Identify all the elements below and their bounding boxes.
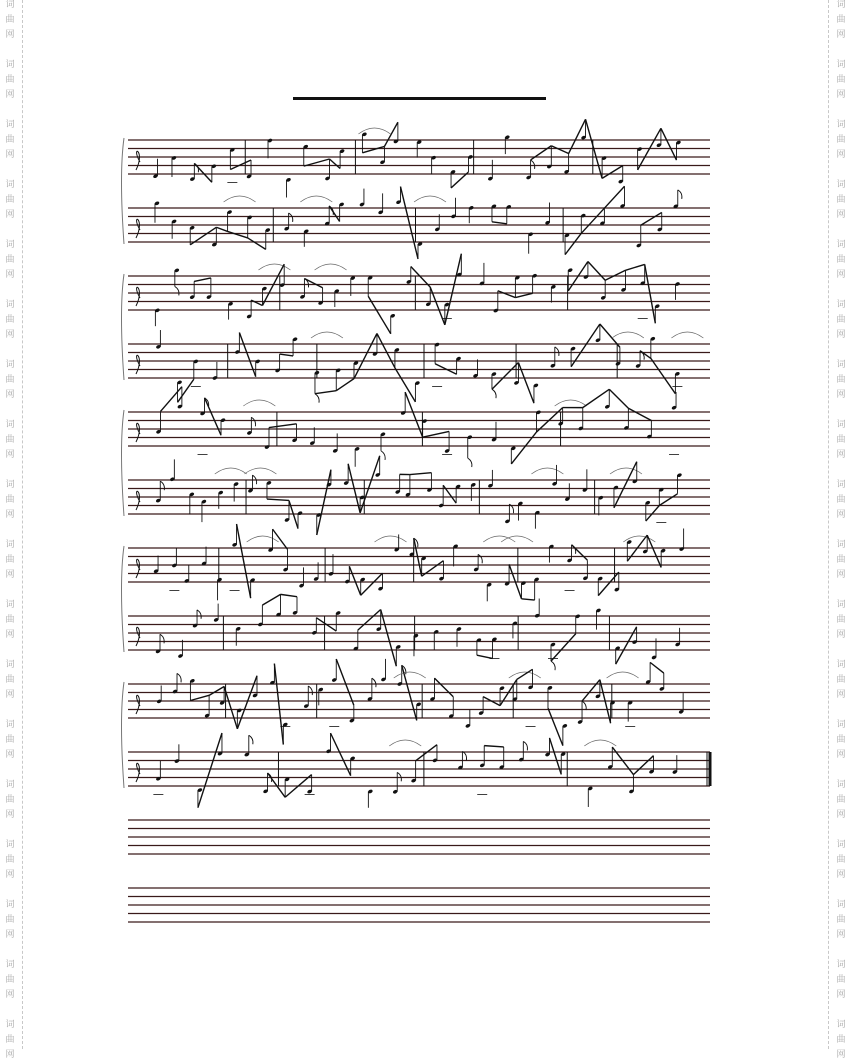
slur — [243, 400, 275, 406]
note-beam — [583, 389, 610, 407]
note-beam — [647, 535, 661, 567]
note-beam — [646, 505, 660, 521]
margin-watermark-char: 网 — [836, 988, 845, 1003]
margin-watermark-char: 曲 — [5, 253, 14, 268]
slur — [414, 196, 446, 202]
margin-watermark-char: 词 — [836, 0, 845, 13]
margin-watermark-char: 曲 — [836, 13, 845, 28]
margin-watermark-char: 曲 — [836, 793, 845, 808]
note-beam — [445, 254, 461, 325]
note-beam — [329, 159, 340, 169]
margin-watermark-char: 网 — [836, 688, 845, 703]
margin-watermark-char: 词 — [5, 658, 14, 673]
note-flag — [177, 673, 181, 682]
margin-watermark-char: 词 — [836, 898, 845, 913]
note-flag — [372, 678, 376, 687]
note-beam — [248, 238, 266, 249]
note-beam — [423, 431, 449, 437]
note-beam — [190, 695, 209, 700]
margin-watermark-char: 曲 — [836, 433, 845, 448]
margin-watermark-char: 网 — [5, 868, 14, 883]
margin-watermark-char: 网 — [5, 628, 14, 643]
margin-watermark-char: 网 — [836, 148, 845, 163]
margin-watermark-char: 曲 — [5, 913, 14, 928]
margin-watermark-char: 网 — [836, 448, 845, 463]
slur — [247, 536, 279, 542]
note-beam — [609, 389, 628, 408]
slur — [607, 672, 639, 678]
note-beam — [237, 524, 251, 598]
margin-watermark-char: 网 — [5, 808, 14, 823]
note-flag — [523, 741, 527, 750]
margin-watermark-char: 词 — [836, 778, 845, 793]
note-beam — [518, 363, 534, 404]
margin-watermark-char: 曲 — [5, 373, 14, 388]
margin-watermark-char: 词 — [5, 58, 14, 73]
margin-watermark-char: 网 — [836, 568, 845, 583]
note-flag — [678, 190, 682, 199]
note-beam — [336, 379, 354, 391]
note-flag — [551, 661, 555, 670]
clef-mark — [136, 355, 140, 374]
note-beam — [410, 473, 432, 475]
note-beam — [571, 324, 600, 367]
margin-watermark-char: 网 — [5, 508, 14, 523]
margin-watermark-char: 网 — [836, 28, 845, 43]
margin-watermark-char: 网 — [5, 148, 14, 163]
note-beam — [362, 146, 384, 152]
slur — [311, 332, 343, 338]
note-beam — [659, 494, 677, 506]
margin-watermark-char: 词 — [5, 718, 14, 733]
note-flag — [531, 160, 535, 169]
margin-watermark-char: 词 — [5, 358, 14, 373]
note-beam — [216, 227, 227, 231]
margin-watermark-char: 网 — [836, 1048, 845, 1063]
margin-watermark-char: 曲 — [836, 1033, 845, 1048]
note-beam — [625, 264, 644, 270]
margin-watermark-char: 曲 — [836, 493, 845, 508]
slur — [315, 264, 347, 270]
margin-watermark-char: 网 — [836, 808, 845, 823]
note-flag — [175, 286, 179, 295]
note-beam — [661, 128, 677, 160]
note-flag — [289, 213, 293, 222]
note-beam — [194, 163, 212, 182]
note-flag — [468, 458, 472, 467]
margin-watermark-char: 网 — [5, 688, 14, 703]
margin-watermark-char: 曲 — [5, 133, 14, 148]
note-beam — [651, 358, 676, 393]
clef-mark — [136, 491, 140, 510]
note-beam — [498, 291, 516, 298]
note-beam — [280, 354, 293, 356]
note-beam — [517, 669, 533, 679]
margin-watermark-char: 曲 — [836, 313, 845, 328]
note-beam — [650, 662, 664, 673]
margin-watermark-char: 网 — [5, 928, 14, 943]
margin-watermark-char: 词 — [5, 0, 14, 13]
note-flag — [462, 751, 466, 760]
note-flag — [555, 347, 559, 356]
slur — [555, 400, 587, 406]
note-flag — [315, 394, 319, 403]
margin-watermark-char: 词 — [5, 838, 14, 853]
margin-watermark-char: 词 — [836, 658, 845, 673]
margin-watermark-char: 词 — [836, 478, 845, 493]
note-beam — [274, 664, 283, 745]
slur — [300, 196, 332, 202]
margin-watermark-char: 曲 — [5, 193, 14, 208]
clef-mark — [136, 763, 140, 782]
note-beam — [198, 733, 222, 808]
margin-watermark-char: 词 — [836, 1018, 845, 1033]
note-beam — [551, 146, 568, 154]
slur — [394, 672, 426, 678]
margin-watermark-char: 词 — [5, 118, 14, 133]
margin-watermark-char: 词 — [836, 358, 845, 373]
slur — [531, 468, 563, 474]
clef-mark — [136, 559, 140, 578]
margin-watermark-char: 网 — [836, 508, 845, 523]
margin-watermark-char: 网 — [836, 628, 845, 643]
note-beam — [304, 278, 322, 287]
note-beam — [269, 424, 297, 428]
margin-watermark-char: 曲 — [836, 913, 845, 928]
slur — [389, 740, 421, 746]
margin-watermark-char: 网 — [836, 928, 845, 943]
clef-mark — [136, 695, 140, 714]
note-beam — [209, 686, 224, 695]
note-flag — [197, 610, 201, 619]
note-beam — [336, 659, 354, 705]
margin-watermark-char: 网 — [836, 268, 845, 283]
note-beam — [614, 462, 637, 508]
margin-watermark-char: 曲 — [836, 973, 845, 988]
margin-watermark-char: 曲 — [836, 733, 845, 748]
margin-watermark-char: 曲 — [5, 553, 14, 568]
note-beam — [572, 545, 588, 560]
margin-watermark-char: 词 — [5, 898, 14, 913]
margin-watermark-char: 词 — [836, 838, 845, 853]
note-beam — [360, 456, 380, 513]
note-beam — [262, 594, 280, 605]
clef-mark — [136, 627, 140, 646]
margin-watermark-char: 网 — [836, 88, 845, 103]
slur — [258, 264, 290, 270]
note-flag — [478, 554, 482, 563]
margin-watermark-char: 词 — [836, 298, 845, 313]
margin-watermark-char: 网 — [5, 88, 14, 103]
margin-watermark-char: 网 — [5, 28, 14, 43]
margin-watermark-char: 词 — [5, 418, 14, 433]
system-brace — [122, 138, 125, 244]
margin-watermark-char: 曲 — [5, 433, 14, 448]
note-beam — [602, 166, 623, 179]
system-brace — [122, 410, 125, 516]
margin-watermark-char: 词 — [5, 478, 14, 493]
clef-mark — [136, 287, 140, 306]
clef-mark — [136, 151, 140, 170]
margin-watermark-char: 词 — [5, 778, 14, 793]
note-beam — [477, 655, 493, 658]
margin-watermark-char: 曲 — [5, 673, 14, 688]
margin-watermark-char: 曲 — [5, 613, 14, 628]
margin-watermark-char: 曲 — [836, 253, 845, 268]
note-beam — [377, 333, 395, 367]
note-beam — [358, 610, 381, 631]
note-flag — [381, 451, 385, 460]
note-flag — [251, 417, 255, 426]
note-beam — [194, 278, 211, 282]
margin-watermark-char: 曲 — [5, 793, 14, 808]
note-beam — [641, 212, 662, 225]
note-beam — [281, 594, 297, 596]
margin-watermark-char: 曲 — [5, 1033, 14, 1048]
margin-watermark-char: 网 — [5, 988, 14, 1003]
margin-watermark-char: 词 — [836, 178, 845, 193]
margin-watermark-char: 曲 — [836, 553, 845, 568]
note-beam — [268, 773, 286, 797]
margin-watermark-char: 词 — [5, 178, 14, 193]
margin-watermark-char: 词 — [836, 538, 845, 553]
note-beam — [361, 573, 383, 595]
margin-watermark-char: 词 — [836, 238, 845, 253]
margin-watermark-char: 网 — [5, 748, 14, 763]
note-beam — [434, 678, 453, 697]
note-beam — [492, 363, 518, 390]
margin-watermark-char: 词 — [836, 118, 845, 133]
margin-watermark-char: 网 — [5, 1048, 14, 1063]
margin-watermark-char: 词 — [5, 1018, 14, 1033]
margin-watermark-char: 曲 — [5, 493, 14, 508]
margin-watermark-char: 曲 — [5, 733, 14, 748]
margin-watermark-char: 曲 — [836, 853, 845, 868]
margin-watermark-char: 网 — [5, 388, 14, 403]
note-beam — [484, 746, 503, 747]
margin-watermark-char: 曲 — [5, 973, 14, 988]
margin-watermark-char: 曲 — [836, 613, 845, 628]
note-beam — [315, 391, 336, 394]
margin-watermark-char: 网 — [5, 568, 14, 583]
note-beam — [267, 499, 289, 500]
system-brace — [122, 682, 125, 788]
note-beam — [588, 261, 605, 280]
margin-watermark-char: 词 — [5, 598, 14, 613]
note-beam — [349, 566, 360, 595]
margin-watermark-char: 曲 — [5, 13, 14, 28]
margin-watermark-char: 网 — [5, 208, 14, 223]
margin-watermark-char: 词 — [836, 958, 845, 973]
system-brace — [122, 546, 125, 652]
slur — [224, 196, 256, 202]
margin-watermark-char: 网 — [836, 748, 845, 763]
margin-watermark-char: 网 — [5, 328, 14, 343]
margin-watermark-char: 词 — [836, 598, 845, 613]
margin-watermark-char: 曲 — [5, 313, 14, 328]
margin-watermark-char: 曲 — [836, 193, 845, 208]
note-flag — [492, 389, 496, 398]
system-brace — [122, 274, 125, 380]
margin-watermark-char: 曲 — [5, 853, 14, 868]
note-beam — [645, 264, 656, 323]
margin-watermark-char: 曲 — [836, 673, 845, 688]
margin-watermark-char: 词 — [5, 538, 14, 553]
slur — [671, 332, 703, 338]
note-flag — [249, 735, 253, 744]
margin-watermark-char: 网 — [836, 208, 845, 223]
note-beam — [230, 160, 251, 169]
margin-watermark-char: 词 — [836, 718, 845, 733]
margin-watermark-char: 网 — [836, 328, 845, 343]
slur — [375, 536, 407, 542]
note-beam — [521, 599, 534, 600]
margin-watermark-char: 词 — [836, 418, 845, 433]
margin-watermark-char: 网 — [5, 268, 14, 283]
note-beam — [515, 293, 532, 297]
note-beam — [581, 208, 604, 233]
margin-watermark-char: 网 — [836, 388, 845, 403]
note-flag — [308, 686, 312, 695]
margin-watermark-char: 词 — [836, 58, 845, 73]
slur — [244, 468, 276, 474]
margin-watermark-char: 网 — [5, 448, 14, 463]
note-beam — [605, 270, 625, 280]
note-beam — [381, 610, 397, 667]
slur — [584, 740, 616, 746]
slur — [215, 468, 247, 474]
clef-mark — [136, 423, 140, 442]
note-beam — [598, 572, 619, 596]
margin-watermark-char: 词 — [5, 238, 14, 253]
clef-mark — [136, 219, 140, 238]
margin-watermark-char: 词 — [5, 958, 14, 973]
note-beam — [228, 231, 248, 237]
note-flag — [582, 701, 586, 710]
note-beam — [416, 745, 437, 761]
note-beam — [551, 634, 576, 661]
margin-watermark-char: 网 — [836, 868, 845, 883]
margin-watermark-char: 曲 — [836, 373, 845, 388]
note-beam — [628, 408, 651, 420]
note-beam — [492, 222, 507, 224]
margin-watermark-char: 词 — [5, 298, 14, 313]
margin-watermark-char: 曲 — [836, 73, 845, 88]
slur — [612, 332, 644, 338]
margin-watermark-char: 曲 — [836, 133, 845, 148]
margin-watermark-char: 曲 — [5, 73, 14, 88]
note-beam — [354, 333, 377, 378]
